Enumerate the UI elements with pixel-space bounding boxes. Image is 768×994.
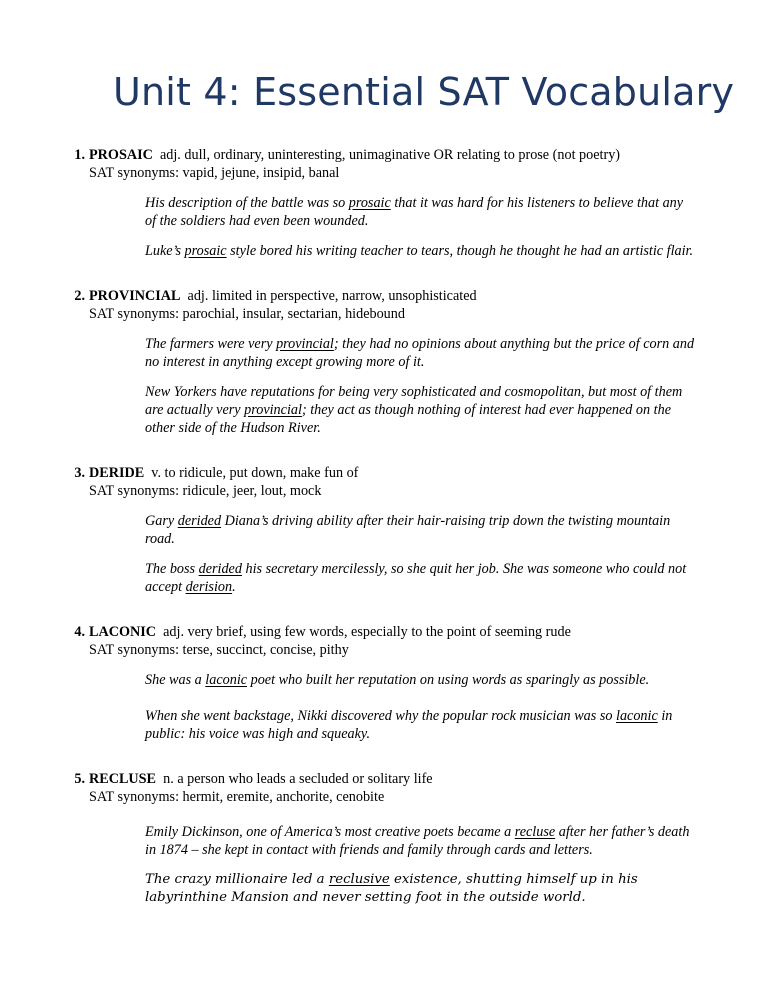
definition-line bbox=[89, 146, 735, 164]
vocab-entry-recluse bbox=[55, 770, 735, 907]
underlined-word: prosaic bbox=[184, 243, 227, 259]
vocab-entry-prosaic bbox=[55, 146, 735, 260]
example-sentence: New Yorkers have reputations for being very sophisticated and cosmopolitan, but most of them are actually very provincial; they act as though nothing of interest had ever happened on the other side of the Hudson River. bbox=[145, 384, 683, 436]
example-sentence: The crazy millionaire led a reclusive existence, shutting himself up in his labyrinthine Mansion and never setting foot in the outside world. bbox=[145, 872, 638, 905]
entry-number: 1. bbox=[74, 147, 85, 163]
example-sentences bbox=[145, 194, 697, 260]
synonyms: SAT synonyms: parochial, insular, sectarian, hidebound bbox=[89, 306, 405, 322]
underlined-word: derided bbox=[198, 561, 242, 577]
entry-number: 5. bbox=[74, 771, 85, 787]
vocab-word: PROVINCIAL bbox=[89, 288, 181, 304]
definition: adj. very brief, using few words, especially to the point of seeming rude bbox=[163, 624, 571, 640]
definition-line bbox=[89, 287, 735, 305]
underlined-word: laconic bbox=[616, 708, 658, 724]
synonyms: SAT synonyms: vapid, jejune, insipid, banal bbox=[89, 165, 340, 181]
underlined-word: provincial bbox=[244, 402, 302, 418]
entry-number: 3. bbox=[74, 465, 85, 481]
vocab-word: RECLUSE bbox=[89, 771, 157, 787]
example-sentence: Luke’s prosaic style bored his writing teacher to tears, though he thought he had an artistic flair. bbox=[145, 243, 694, 259]
underlined-word: reclusive bbox=[328, 872, 390, 887]
definition-line bbox=[89, 464, 735, 482]
example-sentence: The farmers were very provincial; they had no opinions about anything but the price of corn and no interest in anything except growing more of it. bbox=[145, 336, 695, 370]
synonyms: SAT synonyms: terse, succinct, concise, pithy bbox=[89, 642, 349, 658]
example-sentences bbox=[145, 671, 697, 743]
underlined-word: derided bbox=[177, 513, 222, 529]
vocabulary-list bbox=[55, 146, 735, 907]
definition-line bbox=[89, 770, 735, 788]
vocab-entry-provincial bbox=[55, 287, 735, 437]
example-sentences bbox=[145, 335, 697, 437]
definition: v. to ridicule, put down, make fun of bbox=[151, 465, 359, 481]
definition: n. a person who leads a secluded or solitary life bbox=[163, 771, 433, 787]
entry-number: 2. bbox=[74, 288, 85, 304]
entry-number: 4. bbox=[74, 624, 85, 640]
vocab-word: PROSAIC bbox=[89, 147, 153, 163]
underlined-word: prosaic bbox=[348, 195, 391, 211]
underlined-word: derision bbox=[185, 579, 233, 595]
example-sentence: Emily Dickinson, one of America’s most creative poets became a recluse after her father’s death in 1874 – she kept in contact with friends and family through cards and letters. bbox=[145, 824, 690, 858]
vocab-word: DERIDE bbox=[89, 465, 145, 481]
definition: adj. dull, ordinary, uninteresting, unimaginative OR relating to prose (not poetry) bbox=[159, 147, 621, 163]
definition: adj. limited in perspective, narrow, unsophisticated bbox=[187, 288, 477, 304]
example-sentence: Gary derided Diana’s driving ability after their hair-raising trip down the twisting mountain road. bbox=[145, 513, 671, 547]
example-sentence: She was a laconic poet who built her reputation on using words as sparingly as possible. bbox=[145, 672, 650, 688]
vocab-entry-deride bbox=[55, 464, 735, 596]
vocab-word: LACONIC bbox=[89, 624, 157, 640]
example-sentence: The boss derided his secretary mercilessly, so she quit her job. She was someone who could not accept derision. bbox=[145, 561, 687, 595]
example-sentences bbox=[145, 823, 697, 907]
synonyms: SAT synonyms: hermit, eremite, anchorite, cenobite bbox=[89, 789, 385, 805]
synonyms: SAT synonyms: ridicule, jeer, lout, mock bbox=[89, 483, 322, 499]
example-sentences bbox=[145, 512, 697, 596]
underlined-word: recluse bbox=[514, 824, 556, 840]
underlined-word: laconic bbox=[205, 672, 248, 688]
vocab-entry-laconic bbox=[55, 623, 735, 743]
page-title: Unit 4: Essential SAT Vocabulary bbox=[113, 70, 735, 114]
example-sentence: When she went backstage, Nikki discovered why the popular rock musician was so laconic in public: his voice was high and squeaky. bbox=[145, 708, 673, 742]
underlined-word: provincial bbox=[276, 336, 334, 352]
definition-line bbox=[89, 623, 735, 641]
example-sentence: His description of the battle was so prosaic that it was hard for his listeners to believe that any of the soldiers had even been wounded. bbox=[145, 195, 684, 229]
